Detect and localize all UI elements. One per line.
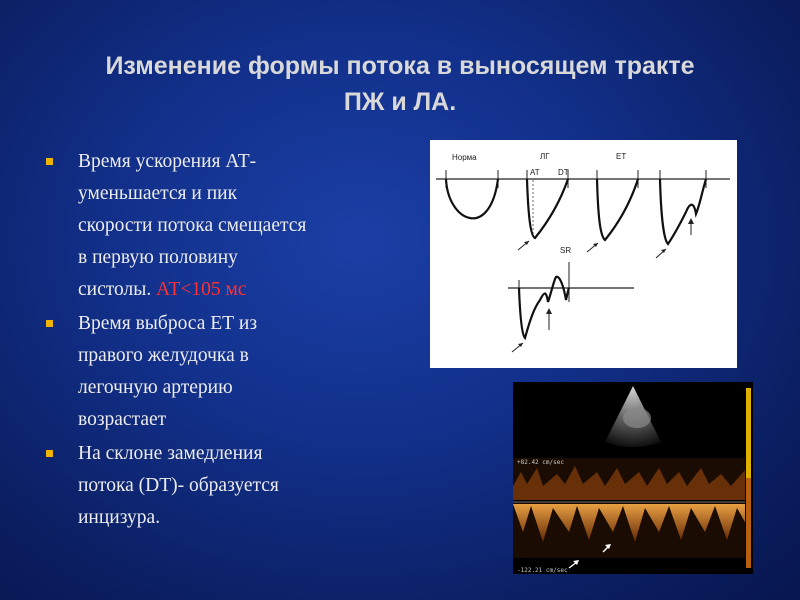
- waveform-svg: [430, 140, 737, 368]
- bullet-line: легочную артерию: [78, 377, 233, 398]
- bullet-line: в первую половину: [78, 247, 238, 268]
- bullet-marker-icon: [46, 450, 53, 457]
- bullet-highlight: АТ<105 мс: [156, 279, 247, 300]
- label-dt: DT: [558, 168, 569, 177]
- label-norma: Норма: [452, 153, 477, 162]
- color-scale-bar: [746, 388, 751, 478]
- echo-svg: [513, 382, 753, 574]
- flow-waveform-diagram: [430, 140, 737, 368]
- et-waveform: [597, 179, 638, 240]
- bullet-deceleration-notch: [42, 438, 402, 534]
- bullet-line: На склоне замедления: [78, 443, 263, 464]
- bullet-text: систолы.: [78, 279, 157, 300]
- doppler-echo-image: [513, 382, 753, 574]
- bullet-ejection-time: [42, 308, 402, 436]
- title-line-1: Изменение формы потока в выносящем тракте: [105, 52, 695, 80]
- label-lg: ЛГ: [540, 152, 550, 161]
- label-at: AT: [530, 168, 540, 177]
- bullet-line: Время выброса ЕТ из: [78, 313, 258, 334]
- title-line-2: ПЖ и ЛА.: [343, 88, 457, 116]
- bullet-line: потока (DT)- образуется: [78, 475, 279, 496]
- bullet-acceleration-time: [42, 146, 402, 306]
- normal-waveform: [446, 179, 498, 218]
- bullet-list: [42, 146, 402, 536]
- bullet-line: возрастает: [78, 409, 167, 430]
- sr-waveform: [519, 277, 569, 338]
- bullet-marker-icon: [46, 158, 53, 165]
- arrow-icon: [688, 218, 694, 224]
- scale-bottom-label: -122.21 cm/sec: [517, 567, 568, 574]
- bullet-line: Время ускорения АТ-: [78, 151, 257, 172]
- arrow-icon: [546, 308, 552, 314]
- bullet-line: уменьшается и пик: [78, 183, 238, 204]
- bullet-line-last: [78, 274, 402, 306]
- label-et: ЕТ: [616, 152, 627, 161]
- notch-waveform: [660, 179, 706, 244]
- label-sr: SR: [560, 246, 572, 255]
- bullet-line: инцизура.: [78, 507, 161, 528]
- bullet-line: скорости потока смещается: [78, 215, 307, 236]
- bullet-marker-icon: [46, 320, 53, 327]
- slide-title: [40, 48, 760, 120]
- color-scale-bar: [746, 478, 751, 568]
- heart-structure: [623, 408, 651, 428]
- scale-top-label: +82.42 cm/sec: [517, 459, 564, 466]
- bullet-line: правого желудочка в: [78, 345, 249, 366]
